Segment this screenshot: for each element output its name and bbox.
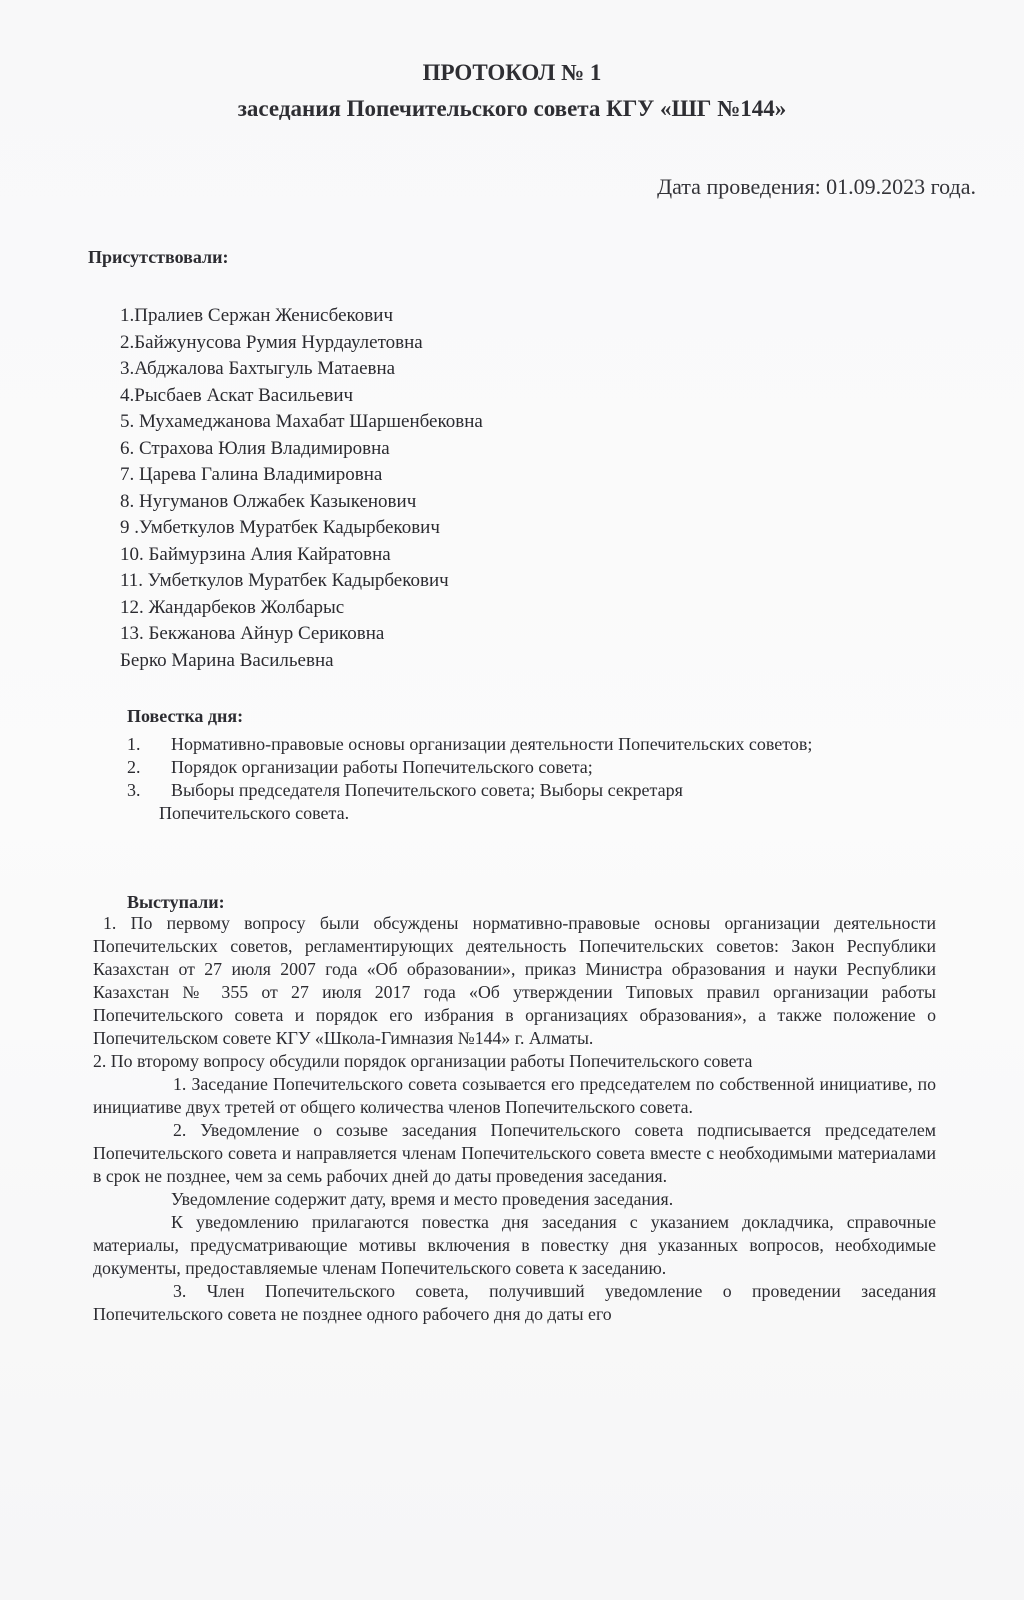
paragraph: 3. Член Попечительского совета, получивший уведомление о проведении заседания Попечительского совета не позднее одного рабочего дня до даты его [93,1281,936,1324]
attendee: 2.Байжунусова Румия Нурдаулетовна [120,331,423,353]
attendee: 9 .Умбеткулов Муратбек Кадырбекович [120,517,440,538]
agenda-item-text: Порядок организации работы Попечительского совета; [171,757,593,777]
agenda-item [127,756,827,779]
agenda-item-continuation: Попечительского совета. [159,803,350,823]
speakers-heading: Выступали: [127,892,225,912]
minutes-body [93,912,936,1326]
attendee: 13. Бекжанова Айнур Сериковна [120,623,385,644]
agenda-item-number: 1. [127,734,141,754]
paragraph: 2. Уведомление о созыве заседания Попечительского совета подписывается председателем Попечительского совета и направляется членам Попечительского совета вместе с необходимыми материалами в срок не позднее, чем за семь рабочих дней до даты проведения заседания. [93,1120,936,1186]
attendee: Берко Марина Васильевна [120,649,334,671]
paragraph: 1. По первому вопросу были обсуждены нормативно-правовые основы организации деятельности Попечительских советов, регламентирующих деятельность Попечительских советов: Закон Республики Казахстан от 27 июля 2007 года «Об образовании», приказ Министра образования и науки Республики Казахстан № 355 от 27 июля 2017 года «Об утверждении Типовых правил организации работы Попечительского совета и порядок его избрания в организациях образования», а также положение о Попечительском совете КГУ «Школа-Гимназия №144» г. Алматы. [93,913,936,1048]
attendee: 4.Рысбаев Аскат Васильевич [120,384,354,406]
agenda-item-number: 3. [127,780,141,800]
agenda-heading: Повестка дня: [127,706,244,726]
document-title: ПРОТОКОЛ № 1 [422,60,602,85]
attendee: 11. Умбеткулов Муратбек Кадырбекович [120,570,449,591]
meeting-date: Дата проведения: 01.09.2023 года. [657,174,976,199]
agenda-item-text: Нормативно-правовые основы организации деятельности Попечительских советов; [171,734,813,754]
attendee: 3.Абджалова Бахтыгуль Матаевна [120,358,396,379]
attendee: 5. Мухамеджанова Махабат Шаршенбековна [120,411,483,432]
attendee: 10. Баймурзина Алия Кайратовна [120,543,391,565]
agenda-item [127,779,827,825]
agenda-item-text: Выборы председателя Попечительского совета; Выборы секретаря [171,780,683,800]
attendee: 7. Царева Галина Владимировна [120,464,383,485]
paragraph: 2. По второму вопросу обсудили порядок организации работы Попечительского совета [93,1051,753,1071]
paragraph: Уведомление содержит дату, время и место проведения заседания. [171,1189,674,1209]
attendees-list [120,303,483,674]
attendees-heading: Присутствовали: [88,247,229,267]
attendee: 1.Пралиев Сержан Женисбекович [120,305,393,326]
agenda-item-number: 2. [127,757,141,777]
paragraph: К уведомлению прилагаются повестка дня заседания с указанием докладчика, справочные материалы, предусматривающие мотивы включения в повестку дня указанных вопросов, необходимые документы, предоставляемые членам Попечительского совета к заседанию. [93,1212,936,1278]
document-subtitle: заседания Попечительского совета КГУ «ШГ №144» [237,96,787,121]
agenda-item [127,733,827,756]
attendee: 6. Страхова Юлия Владимировна [120,437,390,459]
attendee: 12. Жандарбеков Жолбарыс [120,596,345,618]
attendee: 8. Нугуманов Олжабек Казыкенович [120,490,417,512]
paragraph: 1. Заседание Попечительского совета созывается его председателем по собственной инициативе, по инициативе двух третей от общего количества членов Попечительского совета. [93,1074,936,1117]
agenda-list [127,733,827,825]
